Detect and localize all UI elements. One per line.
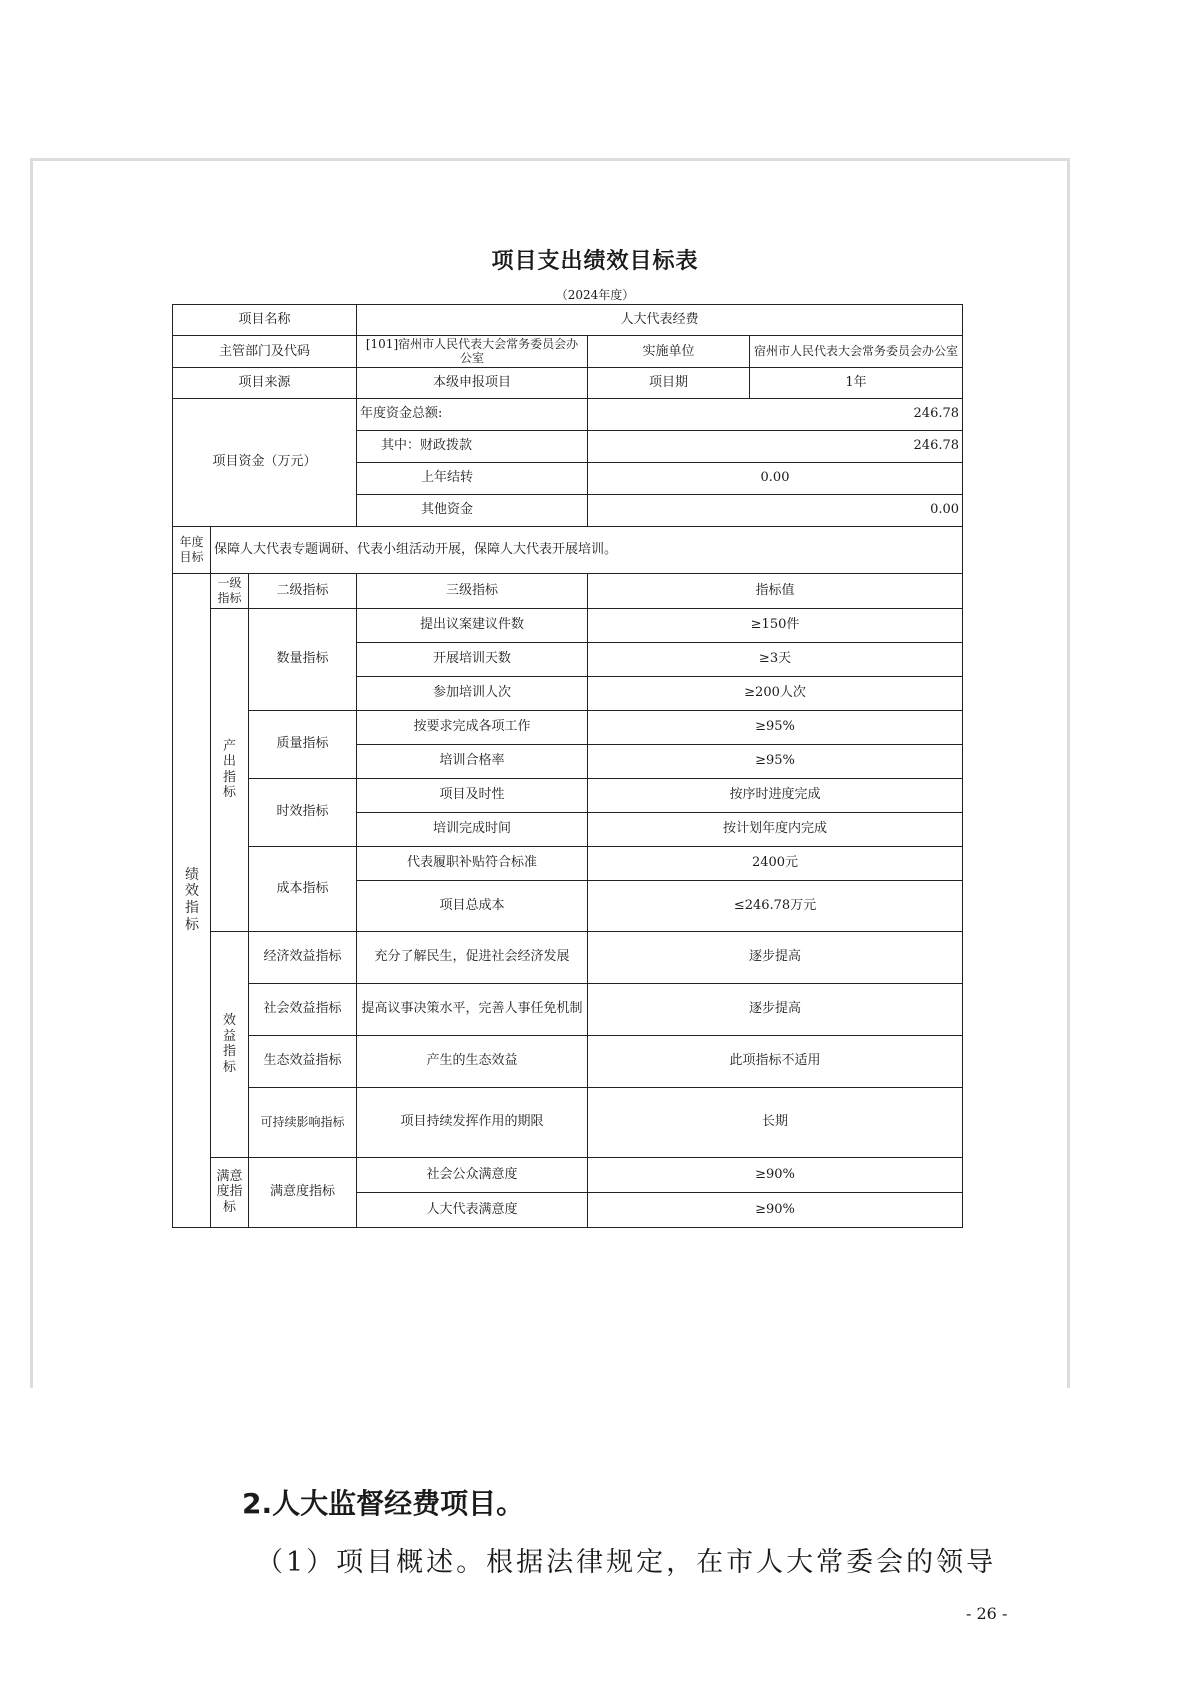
indicator-value: 长期 bbox=[588, 1087, 963, 1157]
indicator-name: 提出议案建议件数 bbox=[357, 608, 588, 642]
indicator-name: 产生的生态效益 bbox=[357, 1035, 588, 1087]
indicator-name: 培训合格率 bbox=[357, 744, 588, 778]
row-annual-goal bbox=[173, 526, 963, 573]
source-value: 本级申报项目 bbox=[357, 367, 588, 398]
indicator-value: ≥95% bbox=[588, 710, 963, 744]
indicator-value: ≥200人次 bbox=[588, 676, 963, 710]
fund-other-value: 0.00 bbox=[588, 494, 963, 526]
indicator-value: ≤246.78万元 bbox=[588, 880, 963, 931]
table-row bbox=[173, 931, 963, 983]
indicator-name: 开展培训天数 bbox=[357, 642, 588, 676]
indicator-name: 项目总成本 bbox=[357, 880, 588, 931]
source-label: 项目来源 bbox=[173, 367, 357, 398]
fund-total-label: 年度资金总额: bbox=[357, 398, 588, 430]
page-number: - 26 - bbox=[966, 1604, 1008, 1623]
indicator-value: 按序时进度完成 bbox=[588, 778, 963, 812]
indicator-name: 项目及时性 bbox=[357, 778, 588, 812]
table-row bbox=[173, 846, 963, 880]
implementing-unit-label: 实施单位 bbox=[588, 336, 750, 368]
header-level2: 二级指标 bbox=[249, 573, 357, 608]
period-value: 1年 bbox=[750, 367, 963, 398]
indicator-name: 社会公众满意度 bbox=[357, 1157, 588, 1192]
period-label: 项目期 bbox=[588, 367, 750, 398]
indicator-value: ≥95% bbox=[588, 744, 963, 778]
table-row bbox=[173, 1035, 963, 1087]
annual-goal-label: 年度目标 bbox=[173, 526, 211, 573]
table-year: （2024年度） bbox=[555, 288, 635, 302]
table-row bbox=[173, 710, 963, 744]
table-title: 项目支出绩效目标表 bbox=[491, 249, 699, 274]
header-level3: 三级指标 bbox=[357, 573, 588, 608]
indicator-value: 逐步提高 bbox=[588, 983, 963, 1035]
performance-target-table bbox=[172, 304, 963, 1228]
benefit-indicators-label: 效益指标 bbox=[211, 931, 249, 1157]
indicator-value: ≥90% bbox=[588, 1192, 963, 1227]
indicator-name: 人大代表满意度 bbox=[357, 1192, 588, 1227]
fund-fiscal-label: 其中：财政拨款 bbox=[357, 430, 588, 462]
funds-label: 项目资金（万元） bbox=[173, 398, 357, 526]
indicator-value: 此项指标不适用 bbox=[588, 1035, 963, 1087]
table-row bbox=[173, 1087, 963, 1157]
row-source bbox=[173, 367, 963, 398]
table-row bbox=[173, 608, 963, 642]
quality-indicators-label: 质量指标 bbox=[249, 710, 357, 778]
indicator-name: 培训完成时间 bbox=[357, 812, 588, 846]
fund-other-label: 其他资金 bbox=[357, 494, 588, 526]
satisfaction-sub-label: 满意度指标 bbox=[249, 1157, 357, 1227]
fund-fiscal-value: 246.78 bbox=[588, 430, 963, 462]
indicator-name: 按要求完成各项工作 bbox=[357, 710, 588, 744]
economic-benefit-label: 经济效益指标 bbox=[249, 931, 357, 983]
row-fund-total bbox=[173, 398, 963, 430]
indicator-value: 逐步提高 bbox=[588, 931, 963, 983]
indicator-value: ≥90% bbox=[588, 1157, 963, 1192]
row-indicator-header bbox=[173, 573, 963, 608]
indicator-value: ≥150件 bbox=[588, 608, 963, 642]
row-department bbox=[173, 336, 963, 368]
indicator-name: 充分了解民生，促进社会经济发展 bbox=[357, 931, 588, 983]
header-value: 指标值 bbox=[588, 573, 963, 608]
satisfaction-indicators-label: 满意度指标 bbox=[211, 1157, 249, 1227]
table-row bbox=[173, 983, 963, 1035]
indicator-name: 项目持续发挥作用的期限 bbox=[357, 1087, 588, 1157]
indicator-value: 按计划年度内完成 bbox=[588, 812, 963, 846]
output-indicators-label: 产出指标 bbox=[211, 608, 249, 931]
cost-indicators-label: 成本指标 bbox=[249, 846, 357, 931]
row-project-name bbox=[173, 305, 963, 336]
project-name-value: 人大代表经费 bbox=[357, 305, 963, 336]
implementing-unit-value: 宿州市人民代表大会常务委员会办公室 bbox=[750, 336, 963, 368]
body-paragraph: （1）项目概述。根据法律规定，在市人大常委会的领导 bbox=[256, 1547, 997, 1578]
sustainable-impact-label: 可持续影响指标 bbox=[249, 1087, 357, 1157]
indicator-value: 2400元 bbox=[588, 846, 963, 880]
project-name-label: 项目名称 bbox=[173, 305, 357, 336]
section-heading: 2.人大监督经费项目。 bbox=[242, 1487, 525, 1520]
indicator-name: 代表履职补贴符合标准 bbox=[357, 846, 588, 880]
fund-carryover-value: 0.00 bbox=[588, 462, 963, 494]
indicator-name: 参加培训人次 bbox=[357, 676, 588, 710]
performance-indicators-label: 绩效指标 bbox=[173, 573, 211, 1227]
quantity-indicators-label: 数量指标 bbox=[249, 608, 357, 710]
social-benefit-label: 社会效益指标 bbox=[249, 983, 357, 1035]
department-label: 主管部门及代码 bbox=[173, 336, 357, 368]
ecological-benefit-label: 生态效益指标 bbox=[249, 1035, 357, 1087]
indicator-name: 提高议事决策水平，完善人事任免机制 bbox=[357, 983, 588, 1035]
fund-total-value: 246.78 bbox=[588, 398, 963, 430]
timeliness-indicators-label: 时效指标 bbox=[249, 778, 357, 846]
indicator-value: ≥3天 bbox=[588, 642, 963, 676]
annual-goal-value: 保障人大代表专题调研、代表小组活动开展，保障人大代表开展培训。 bbox=[211, 526, 963, 573]
fund-carryover-label: 上年结转 bbox=[357, 462, 588, 494]
table-row bbox=[173, 778, 963, 812]
department-value: [101]宿州市人民代表大会常务委员会办公室 bbox=[357, 336, 588, 368]
table-row bbox=[173, 1157, 963, 1192]
header-level1: 一级指标 bbox=[211, 573, 249, 608]
